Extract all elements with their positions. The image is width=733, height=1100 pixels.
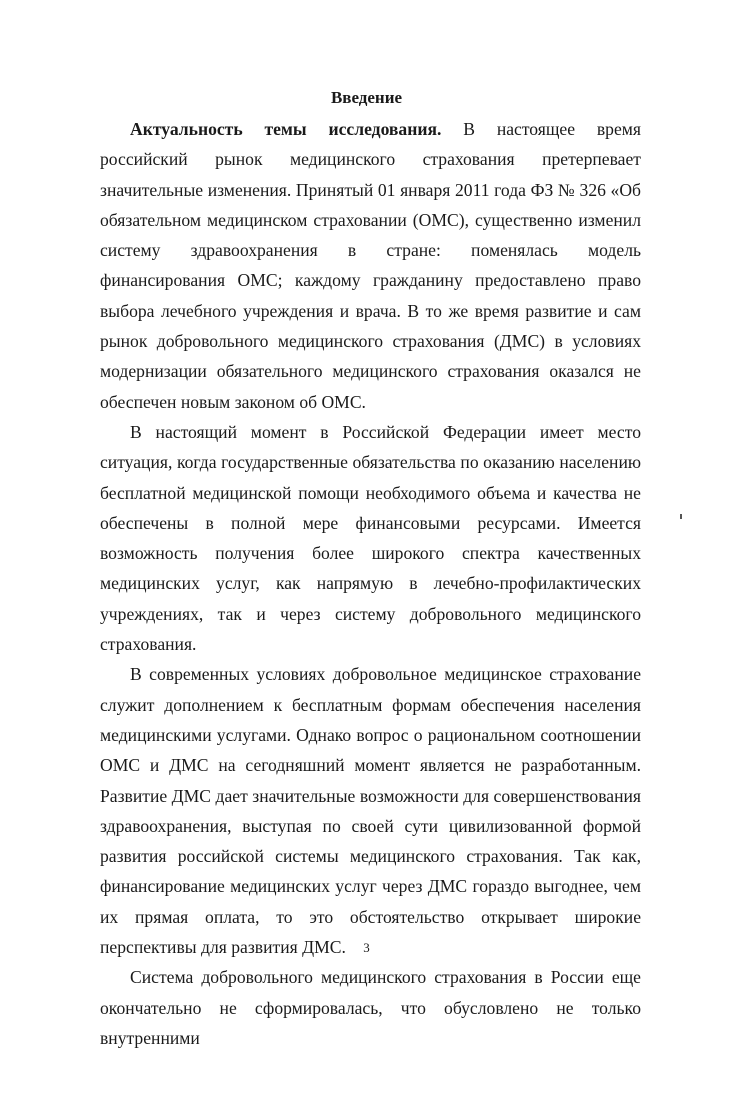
section-heading: Введение xyxy=(330,88,403,107)
scan-speck xyxy=(680,514,682,519)
paragraph-1-lead: Актуальность темы исследования. xyxy=(130,119,442,139)
paragraph-4: Система добровольного медицинского страхования в России еще окончательно не сформировалась, что обусловлено не только внутренними xyxy=(100,967,641,1048)
paragraph-3: В современных условиях добровольное медицинское страхование служит дополнением к бесплатным формам обеспечения населения медицинскими услугами. Однако вопрос о рациональном соотношении ОМС и ДМС на сегодняшний момент является не разработанным. Развитие ДМС дает значительные возможности для совершенствования здравоохранения, выступая по своей сути цивилизованной формой развития российской системы медицинского страхования. Так как, финансирование медицинских услуг через ДМС гораздо выгоднее, чем их прямая оплата, то это обстоятельство открывает широкие перспективы для развития ДМС. xyxy=(100,664,641,958)
paragraph-2: В настоящий момент в Российской Федерации имеет место ситуация, когда государственные обязательства по оказанию населению бесплатной медицинской помощи необходимого объема и качества не обеспечены в полной мере финансовыми ресурсами. Имеется возможность получения более широкого спектра качественных медицинских услуг, как напрямую в лечебно-профилактических учреждениях, так и через систему добровольного медицинского страхования. xyxy=(100,421,641,655)
page-number: 3 xyxy=(363,940,370,955)
paragraph-1-text: В настоящее время российский рынок медицинского страхования претерпевает значительные изменения. Принятый 01 января 2011 года ФЗ № 326 «Об обязательном медицинском страховании (ОМС), существенно изменил систему здравоохранения в стране: поменялась модель финансирования ОМС; каждому гражданину предоставлено право выбора лечебного учреждения и врача. В то же время развитие и сам рынок добровольного медицинского страхования (ДМС) в условиях модернизации обязательного медицинского страхования оказался не обеспечен новым законом об ОМС. xyxy=(100,119,641,412)
paragraph-1 xyxy=(100,114,641,417)
body-text xyxy=(100,114,641,1053)
